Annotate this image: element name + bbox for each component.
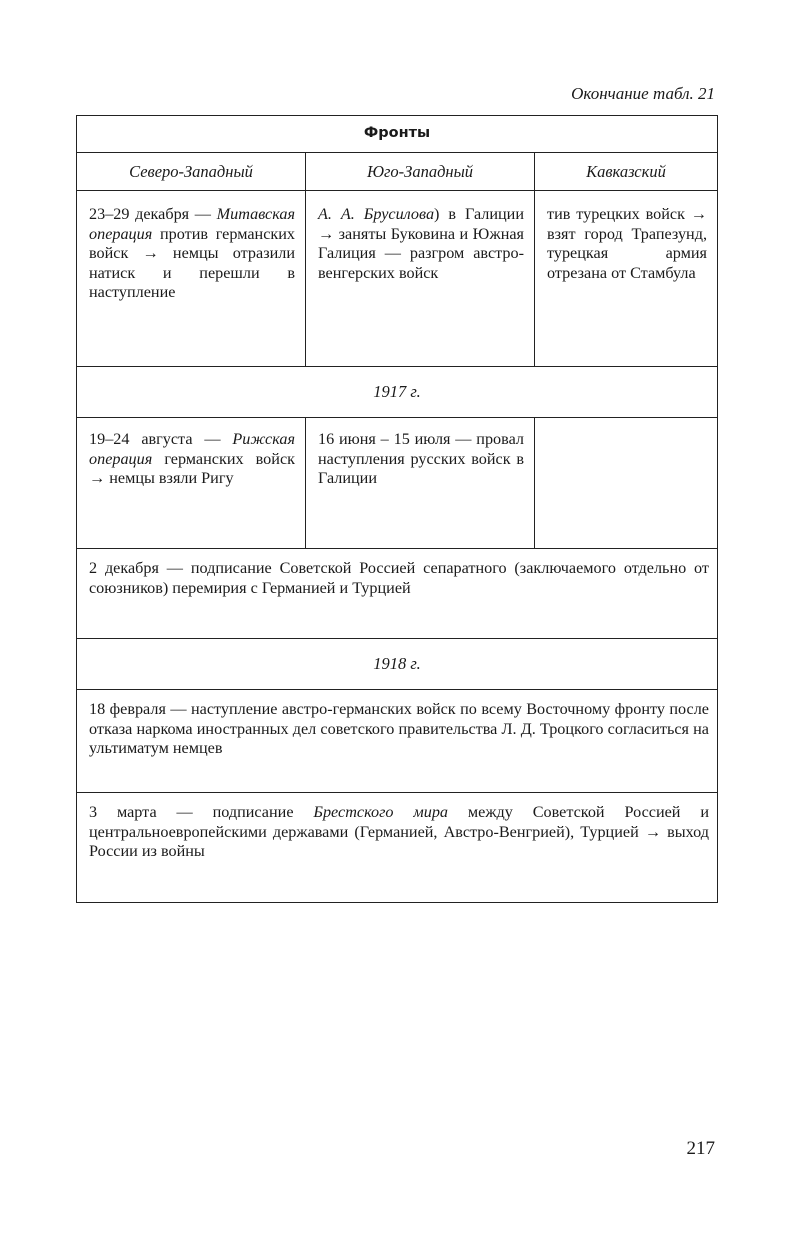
event-text: ) в Галиции → заняты Буковина и Южная Галиция — разгром австро-венгерских войск — [318, 205, 525, 282]
fronts-table — [76, 115, 718, 903]
column-header-caucasus: Кавказский — [535, 153, 718, 191]
event-text: 3 марта — подписание — [89, 803, 314, 821]
cell-1916-northwest — [77, 191, 306, 367]
event-text: тив турецких войск → взят город Трапезунд, турецкая армия отрезана от Стамбула — [547, 205, 707, 282]
event-date: 19–24 августа — — [89, 430, 233, 448]
cell-1916-caucasus — [535, 191, 718, 367]
column-header-southwest: Юго-Западный — [306, 153, 535, 191]
year-1918: 1918 г. — [77, 639, 718, 690]
event-text: против германских войск → немцы отразили натиск и перешли в наступление — [89, 224, 295, 301]
page-number: 217 — [686, 1138, 715, 1159]
event-dec-1917: 2 декабря — подписание Советской Россией сепаратного (заключаемого отдельно от союзников) перемирия с Германией и Турцией — [77, 549, 718, 639]
cell-1917-southwest: 16 июня – 15 июля — провал наступления русских войск в Галиции — [306, 418, 535, 549]
year-1917: 1917 г. — [77, 367, 718, 418]
cell-1917-northwest — [77, 418, 306, 549]
treaty-name: Брестского мира — [313, 803, 449, 821]
event-date: 23–29 декабря — — [89, 205, 217, 223]
event-mar-1918 — [77, 793, 718, 903]
column-header-northwest: Северо-Западный — [77, 153, 306, 191]
cell-1917-caucasus — [535, 418, 718, 549]
event-feb-1918: 18 февраля — наступление австро-германских войск по всему Восточному фронту после отказа наркома иностранных дел советского правительства Л. Д. Троцкого согласиться на ультиматум немцев — [77, 690, 718, 793]
event-text: между Советской Россией и центральноевропейскими державами (Германией, Австро-Венгрией), Турцией → выход России из войны — [89, 803, 709, 860]
operation-name: Рижская операция — [89, 430, 295, 468]
table-header-fronts: Фронты — [77, 116, 718, 153]
operation-name: Митавская операция — [89, 205, 295, 243]
cell-1916-southwest — [306, 191, 535, 367]
table-caption: Окончание табл. 21 — [571, 84, 715, 103]
person-name: А. А. Брусилова — [318, 205, 435, 223]
event-text: германских войск → немцы взяли Ригу — [89, 449, 295, 487]
